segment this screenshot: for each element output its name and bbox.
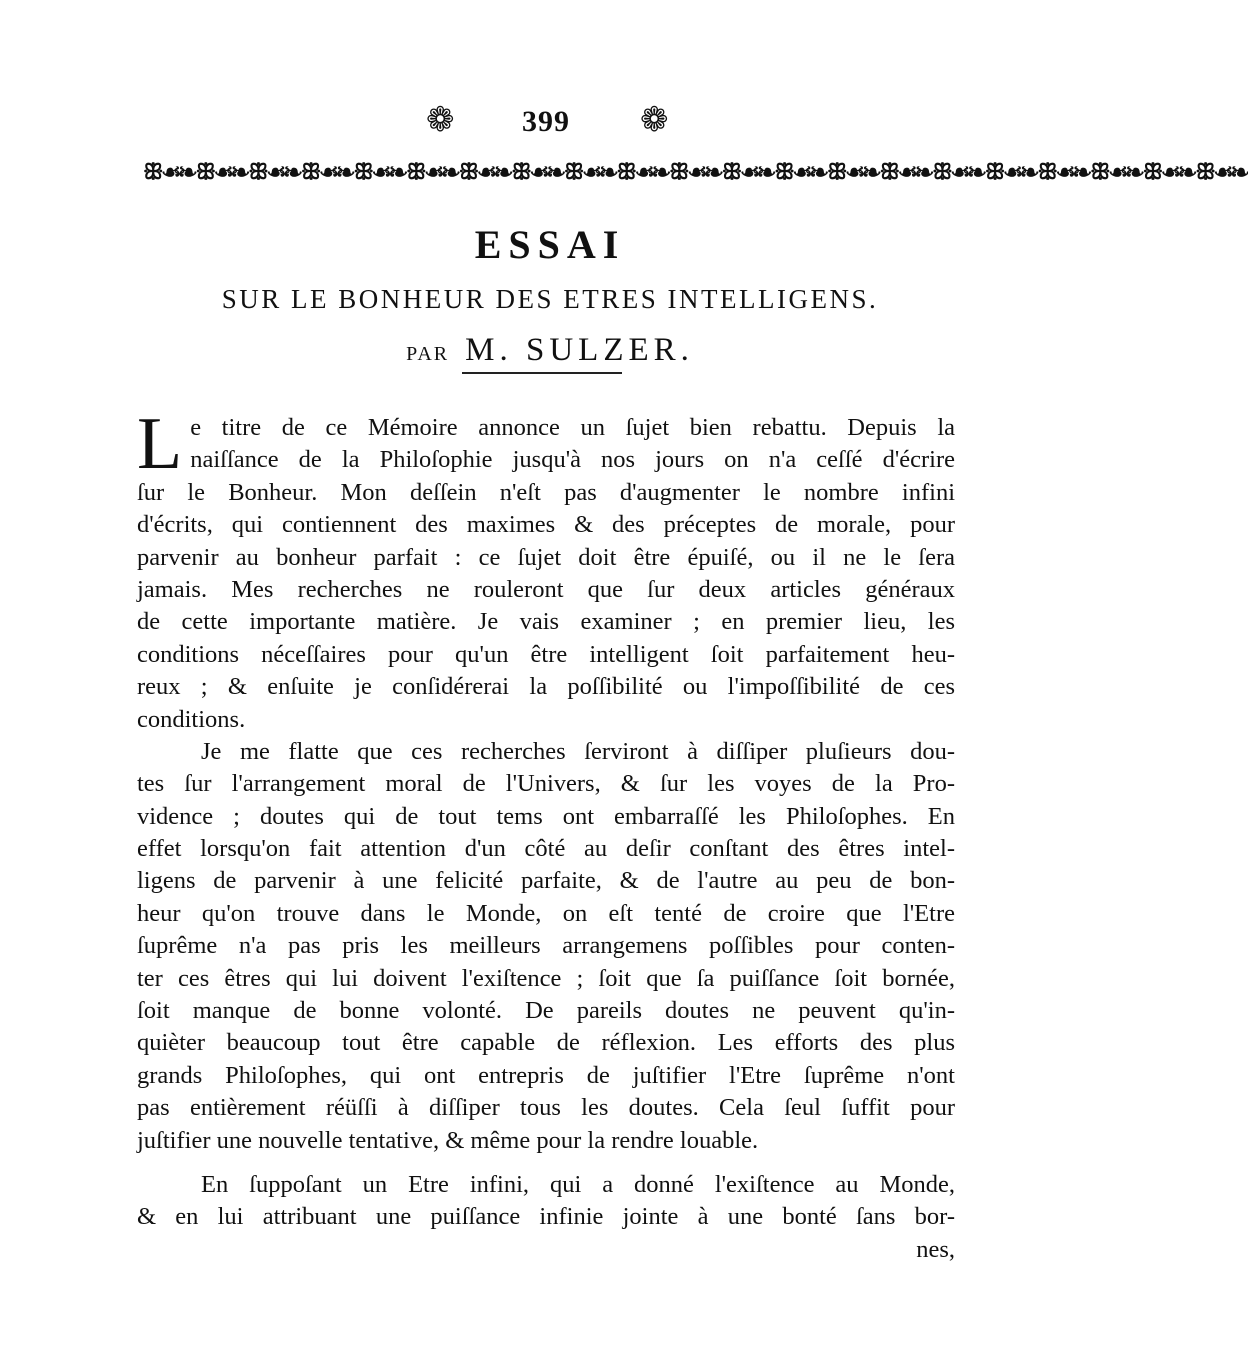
essay-body bbox=[137, 403, 955, 1266]
byline bbox=[0, 330, 1100, 376]
paragraph-3 bbox=[137, 1169, 955, 1234]
text-line: quièter beaucoup tout être capable de réflexion. Les efforts des plus bbox=[137, 1029, 955, 1057]
paragraph-1 bbox=[137, 403, 955, 736]
text-line: effet lorsqu'on fait attention d'un côté au deſir conſtant des êtres intel- bbox=[137, 835, 955, 863]
byline-par: PAR bbox=[406, 343, 450, 365]
paragraph-gap bbox=[137, 1157, 955, 1169]
text-line: pas entièrement réüſſi à diſſiper tous les doutes. Cela ſeul ſuffit pour bbox=[137, 1094, 955, 1122]
text-line: conditions. bbox=[137, 705, 246, 733]
text-line: heur qu'on trouve dans le Monde, on eſt tenté de croire que l'Etre bbox=[137, 899, 955, 927]
title-rule-divider bbox=[462, 372, 622, 374]
page-header bbox=[0, 104, 1100, 144]
text-line: naiſſance de la Philoſophie jusqu'à nos jours on n'a ceſſé d'écrire bbox=[190, 446, 955, 474]
text-line: reux ; & enſuite je conſidérerai la poſſibilité ou l'impoſſibilité de ces bbox=[137, 673, 955, 701]
text-line: Je me flatte que ces recherches ſerviront à diſſiper pluſieurs dou- bbox=[201, 737, 955, 765]
text-line: vidence ; doutes qui de tout tems ont embarraſſé les Philoſophes. En bbox=[137, 802, 955, 830]
author-name: M. SULZER. bbox=[465, 332, 694, 368]
text-line: & en lui attribuant une puiſſance infinie jointe à une bonté ſans bor- bbox=[137, 1203, 955, 1231]
page-number: 399 bbox=[522, 105, 570, 138]
text-line: ſuprême n'a pas pris les meilleurs arrangemens poſſibles pour conten- bbox=[137, 932, 955, 960]
text-line: jamais. Mes recherches ne rouleront que ſur deux articles généraux bbox=[137, 575, 955, 603]
text-line: parvenir au bonheur parfait : ce ſujet doit être épuiſé, ou il ne le ſera bbox=[137, 543, 955, 571]
flower-ornament-icon: ❁ bbox=[426, 102, 455, 139]
text-line: ter ces êtres qui lui doivent l'exiſtence ; ſoit que ſa puiſſance ſoit bornée, bbox=[137, 964, 955, 992]
text-line: e titre de ce Mémoire annonce un ſujet bien rebattu. Depuis la bbox=[190, 414, 955, 441]
text-line: En ſuppoſant un Etre infini, qui a donné l'exiſtence au Monde, bbox=[201, 1170, 955, 1198]
text-line: de cette importante matière. Je vais examiner ; en premier lieu, les bbox=[137, 608, 955, 636]
essay-subtitle: SUR LE BONHEUR DES ETRES INTELLIGENS. bbox=[221, 284, 879, 314]
paragraph-2 bbox=[137, 736, 955, 1157]
text-line: ſoit manque de bonne volonté. De pareils doutes ne peuvent qu'in- bbox=[137, 997, 955, 1025]
essay-title: ESSAI bbox=[474, 222, 626, 267]
text-line: conditions néceſſaires pour qu'un être intelligent ſoit parfaitement heu- bbox=[137, 640, 955, 668]
text-line: grands Philoſophes, qui ont entrepris de juſtifier l'Etre ſuprême n'ont bbox=[137, 1061, 955, 1089]
text-line: ſur le Bonheur. Mon deſſein n'eſt pas d'augmenter le nombre infini bbox=[137, 478, 955, 506]
text-line: tes ſur l'arrangement moral de l'Univers, & ſur les voyes de la Pro- bbox=[137, 770, 955, 798]
text-line: d'écrits, qui contiennent des maximes & des préceptes de morale, pour bbox=[137, 511, 955, 539]
catchword: nes, bbox=[916, 1235, 955, 1263]
drop-cap: L bbox=[137, 403, 183, 485]
decorative-border: ꕥ☙❧ꕥ☙❧ꕥ☙❧ꕥ☙❧ꕥ☙❧ꕥ☙❧ꕥ☙❧ꕥ☙❧ꕥ☙❧ꕥ☙❧ꕥ☙❧ꕥ☙❧ꕥ☙❧ꕥ☙❧ꕥ☙❧ꕥ☙❧ꕥ☙❧ꕥ☙❧ꕥ☙❧ꕥ☙❧ꕥ☙❧ bbox=[143, 159, 1248, 184]
text-line: juſtifier une nouvelle tentative, & même pour la rendre louable. bbox=[137, 1126, 759, 1154]
flower-ornament-icon: ❁ bbox=[640, 102, 669, 139]
text-line: ligens de parvenir à une felicité parfaite, & de l'autre au peu de bon- bbox=[137, 867, 955, 895]
